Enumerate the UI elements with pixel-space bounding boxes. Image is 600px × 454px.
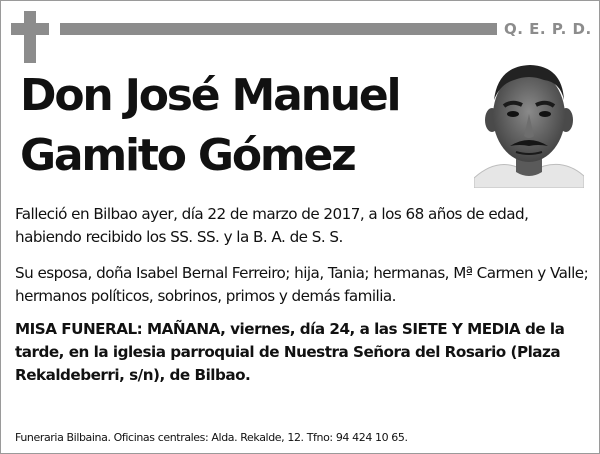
deceased-name xyxy=(20,66,470,186)
death-announcement-paragraph: Falleció en Bilbao ayer, día 22 de marzo de 2017, a los 68 años de edad, habiendo recibido los SS. SS. y la B. A. de S. S. xyxy=(15,205,529,246)
qepd-label: Q. E. P. D. xyxy=(504,20,592,38)
portrait-photo xyxy=(474,60,584,188)
header-rule xyxy=(60,23,497,35)
name-line-1: Don José Manuel xyxy=(20,70,400,121)
family-paragraph: Su esposa, doña Isabel Bernal Ferreiro; hija, Tania; hermanas, Mª Carmen y Valle; hermanos políticos, sobrinos, primos y demás familia. xyxy=(15,264,589,305)
portrait-illustration xyxy=(474,60,584,188)
funeral-mass-paragraph: MISA FUNERAL: MAÑANA, viernes, día 24, a las SIETE Y MEDIA de la tarde, en la iglesia parroquial de Nuestra Señora del Rosario (Plaza Rekaldeberri, s/n), de Bilbao. xyxy=(15,320,565,384)
cross-horizontal-bar xyxy=(11,23,49,35)
funeral-home-footer: Funeraria Bilbaina. Oficinas centrales: Alda. Rekalde, 12. Tfno: 94 424 10 65. xyxy=(15,431,408,444)
cross-vertical-bar xyxy=(24,11,36,63)
name-line-2: Gamito Gómez xyxy=(20,130,355,181)
